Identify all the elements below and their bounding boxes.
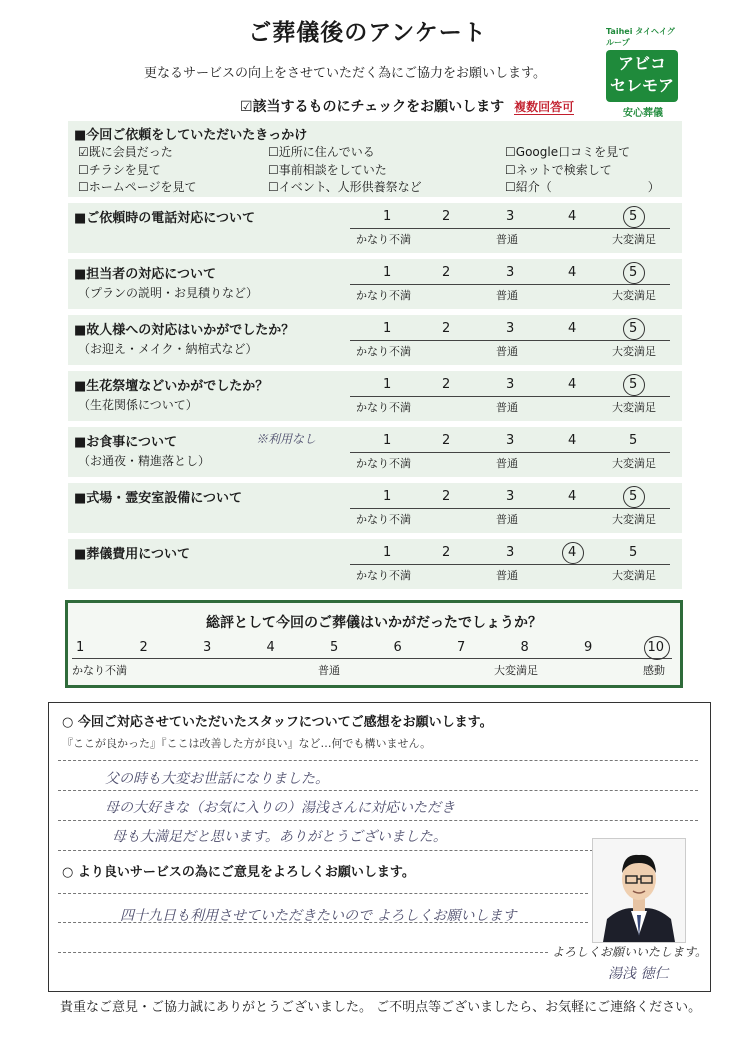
scale-low-label: かなり不満 (356, 569, 411, 582)
service-comment-line: 四十九日も利用させていただきたいので よろしくお願いします (120, 908, 517, 924)
overall-scale-line (72, 658, 672, 659)
scale-mid-label: 普通 (496, 289, 518, 302)
scale-option-4[interactable]: 4 (568, 433, 577, 448)
staff-comment-line: 母の大好きな（お気に入りの）湯浅さんに対応いただき (105, 800, 455, 816)
page-subtitle: 更なるサービスの向上をさせていただく為にご協力をお願いします。 (144, 66, 546, 81)
overall-option-4[interactable]: 4 (266, 640, 275, 655)
scale-option-3[interactable]: 3 (506, 209, 515, 224)
scale-line (350, 564, 670, 565)
check-icon: ☑ (240, 99, 253, 115)
reason-option[interactable] (78, 178, 197, 195)
reason-option[interactable] (78, 161, 161, 178)
scale-line (350, 396, 670, 397)
dashed-line (58, 893, 588, 894)
selected-circle-icon (562, 542, 584, 564)
scale-option-5[interactable]: 5 (629, 265, 638, 280)
scale-option-4[interactable]: 4 (568, 321, 577, 336)
scale-mid-label: 普通 (496, 457, 518, 470)
scale-option-3[interactable]: 3 (506, 265, 515, 280)
scale-option-2[interactable]: 2 (442, 209, 451, 224)
page-title: ご葬儀後のアンケート (248, 20, 487, 46)
overall-option-10[interactable]: 10 (647, 640, 665, 655)
scale-option-1[interactable]: 1 (383, 265, 392, 280)
scale-option-4[interactable]: 4 (568, 209, 577, 224)
staff-signature: 湯浅 徳仁 (608, 966, 669, 982)
reason-option-label: 事前相談をしていた (278, 163, 387, 177)
overall-option-2[interactable]: 2 (139, 640, 148, 655)
scale-low-label: かなり不満 (356, 513, 411, 526)
scale-option-2[interactable]: 2 (442, 489, 451, 504)
reason-option[interactable] (268, 178, 422, 195)
scale-mid-label: 普通 (496, 233, 518, 246)
question-subtitle: （お迎え・メイク・納棺式など） (78, 342, 258, 356)
scale-low-label: かなり不満 (356, 457, 411, 470)
question-title: ■故人様への対応はいかがでしたか？ (74, 323, 295, 338)
checkbox-icon[interactable]: ☐ (268, 163, 279, 177)
logo-line2: セレモア (609, 76, 674, 95)
reason-option-label: 既に会員だった (88, 145, 173, 159)
staff-photo-image (593, 839, 685, 942)
reason-option-label: イベント、人形供養祭など (278, 180, 422, 194)
company-logo (606, 26, 680, 119)
scale-option-2[interactable]: 2 (442, 377, 451, 392)
logo-tagline: 安心葬儀 (623, 108, 663, 119)
scale-high-label: 大変満足 (612, 457, 656, 470)
checkbox-icon[interactable]: ☐ (78, 163, 89, 177)
scale-option-1[interactable]: 1 (383, 209, 392, 224)
dashed-line (58, 952, 548, 953)
staff-comment-line: 父の時も大変お世話になりました。 (105, 771, 329, 787)
scale-option-3[interactable]: 3 (506, 545, 515, 560)
staff-comment-title: ○ 今回ご対応させていただいたスタッフについてご感想をお願いします。 (62, 715, 493, 730)
reason-option-label: チラシを見て (88, 163, 161, 177)
checkbox-icon[interactable]: ☐ (78, 180, 89, 194)
checkbox-icon[interactable]: ☐ (505, 145, 516, 159)
question-title: ■葬儀費用について (74, 547, 191, 562)
reason-option-label: 紹介（ ） (515, 180, 660, 194)
checked-box-icon[interactable]: ☑ (78, 145, 89, 159)
dashed-line (58, 850, 598, 851)
scale-option-4[interactable]: 4 (568, 265, 577, 280)
scale-high-label: 大変満足 (612, 345, 656, 358)
scale-low-label: かなり不満 (356, 345, 411, 358)
logo-line1: アビコ (617, 54, 666, 73)
overall-low-label: かなり不満 (72, 664, 127, 677)
question-title: ■式場・霊安室設備について (74, 491, 243, 506)
scale-option-1[interactable]: 1 (383, 377, 392, 392)
overall-option-8[interactable]: 8 (520, 640, 529, 655)
service-comment-title: ○ より良いサービスの為にご意見をよろしくお願いします。 (62, 865, 415, 880)
overall-option-7[interactable]: 7 (457, 640, 466, 655)
instruction (240, 96, 574, 116)
reason-option[interactable] (505, 178, 660, 195)
scale-option-3[interactable]: 3 (506, 489, 515, 504)
scale-line (350, 228, 670, 229)
dashed-line (58, 760, 698, 761)
scale-line (350, 340, 670, 341)
scale-option-1[interactable]: 1 (383, 489, 392, 504)
scale-mid-label: 普通 (496, 401, 518, 414)
overall-option-9[interactable]: 9 (584, 640, 593, 655)
selected-circle-icon (623, 262, 645, 284)
scale-line (350, 452, 670, 453)
scale-option-5[interactable]: 5 (629, 433, 638, 448)
reason-option[interactable] (505, 161, 612, 178)
scale-option-2[interactable]: 2 (442, 265, 451, 280)
question-subtitle: （生花関係について） (78, 398, 198, 412)
reason-option[interactable] (268, 143, 375, 160)
question-title: ■担当者の対応について (74, 267, 217, 282)
overall-option-5[interactable]: 5 (330, 640, 339, 655)
staff-reply: よろしくお願いいたします。 (552, 945, 708, 959)
question-subtitle: （お通夜・精進落とし） (78, 454, 211, 468)
scale-mid-label: 普通 (496, 569, 518, 582)
scale-option-4[interactable]: 4 (568, 489, 577, 504)
footer-text: 貴重なご意見・ご協力誠にありがとうございました。 ご不明点等ございましたら、お気軽にご連絡ください。 (60, 1000, 702, 1015)
overall-top-label: 感動 (643, 664, 665, 677)
reason-option[interactable] (78, 143, 173, 160)
scale-option-1[interactable]: 1 (383, 545, 392, 560)
scale-high-label: 大変満足 (612, 401, 656, 414)
staff-comment-hint: 『ここが良かった』『ここは改善した方が良い』など…何でも構いません。 (62, 737, 432, 750)
staff-photo (592, 838, 686, 943)
scale-option-5[interactable]: 5 (629, 377, 638, 392)
scale-option-3[interactable]: 3 (506, 377, 515, 392)
logo-box (606, 50, 678, 102)
overall-title: 総評として今回のご葬儀はいかがだったでしょうか？ (206, 615, 542, 631)
reason-option-label: ホームページを見て (88, 180, 197, 194)
scale-mid-label: 普通 (496, 513, 518, 526)
question-note: ※利用なし (256, 432, 317, 446)
multi-answer-note: 複数回答可 (514, 100, 575, 114)
reason-option[interactable] (268, 161, 387, 178)
selected-circle-icon (623, 206, 645, 228)
scale-option-3[interactable]: 3 (506, 321, 515, 336)
scale-option-2[interactable]: 2 (442, 321, 451, 336)
overall-option-1[interactable]: 1 (76, 640, 85, 655)
reason-option[interactable] (505, 143, 630, 160)
scale-option-5[interactable]: 5 (629, 545, 638, 560)
question-subtitle: （プランの説明・お見積りなど） (78, 286, 259, 300)
scale-high-label: 大変満足 (612, 513, 656, 526)
checkbox-icon[interactable]: ☐ (505, 163, 516, 177)
overall-option-6[interactable]: 6 (393, 640, 402, 655)
checkbox-icon[interactable]: ☐ (268, 180, 279, 194)
scale-option-5[interactable]: 5 (629, 321, 638, 336)
reason-option-label: ネットで検索して (515, 163, 612, 177)
scale-line (350, 508, 670, 509)
scale-option-1[interactable]: 1 (383, 433, 392, 448)
question-title: ■ご依頼時の電話対応について (74, 211, 256, 226)
selected-circle-icon (623, 374, 645, 396)
scale-option-2[interactable]: 2 (442, 545, 451, 560)
scale-option-5[interactable]: 5 (629, 489, 638, 504)
scale-option-4[interactable]: 4 (568, 377, 577, 392)
scale-low-label: かなり不満 (356, 401, 411, 414)
overall-high-label: 大変満足 (494, 664, 538, 677)
checkbox-icon[interactable]: ☐ (505, 180, 516, 194)
selected-circle-icon (644, 636, 670, 660)
instruction-text: 該当するものにチェックをお願いします (252, 99, 505, 115)
scale-low-label: かなり不満 (356, 233, 411, 246)
scale-high-label: 大変満足 (612, 289, 656, 302)
staff-comment-line: 母も大満足だと思います。ありがとうございました。 (112, 829, 447, 845)
scale-low-label: かなり不満 (356, 289, 411, 302)
dashed-line (58, 820, 698, 821)
logo-group-name: Taihei タイヘイグループ (606, 27, 675, 47)
question-title: ■生花祭壇などいかがでしたか？ (74, 379, 269, 394)
scale-line (350, 284, 670, 285)
dashed-line (58, 790, 698, 791)
reason-title: ■今回ご依頼をしていただいたきっかけ (74, 128, 308, 143)
selected-circle-icon (623, 318, 645, 340)
checkbox-icon[interactable]: ☐ (268, 145, 279, 159)
scale-option-5[interactable]: 5 (629, 209, 638, 224)
scale-mid-label: 普通 (496, 345, 518, 358)
selected-circle-icon (623, 486, 645, 508)
scale-option-2[interactable]: 2 (442, 433, 451, 448)
scale-option-4[interactable]: 4 (568, 545, 577, 560)
reason-option-label: Google口コミを見て (515, 145, 631, 159)
overall-mid-label: 普通 (318, 664, 340, 677)
scale-high-label: 大変満足 (612, 569, 656, 582)
overall-option-3[interactable]: 3 (203, 640, 212, 655)
scale-option-3[interactable]: 3 (506, 433, 515, 448)
scale-option-1[interactable]: 1 (383, 321, 392, 336)
reason-option-label: 近所に住んでいる (278, 145, 375, 159)
scale-high-label: 大変満足 (612, 233, 656, 246)
question-title: ■お食事について (74, 435, 178, 450)
